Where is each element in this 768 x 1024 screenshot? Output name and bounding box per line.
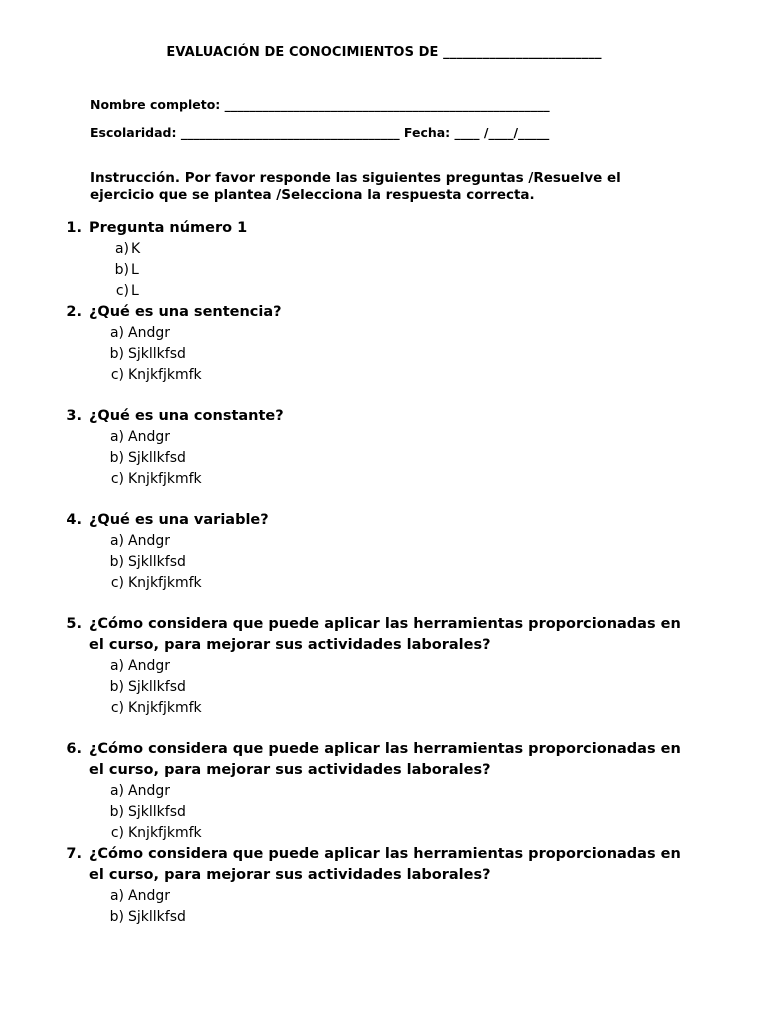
option-item xyxy=(0,552,768,573)
question-4 xyxy=(0,510,768,594)
option-item xyxy=(0,886,768,907)
option-text: Knjkfjkmfk xyxy=(128,825,202,841)
option-item xyxy=(0,365,768,386)
option-item xyxy=(0,260,768,281)
option-letter: b) xyxy=(109,450,124,466)
option-item xyxy=(0,907,768,928)
option-text: Sjkllkfsd xyxy=(128,909,186,925)
option-text: Knjkfjkmfk xyxy=(128,471,202,487)
question-list xyxy=(0,218,768,928)
escolaridad-fecha-field: Escolaridad: ___________________________________ Fecha: ____ /____/_____ xyxy=(90,125,550,140)
option-item xyxy=(0,281,768,302)
option-letter: c) xyxy=(110,575,124,591)
question-number: 2. xyxy=(66,304,82,320)
option-text: L xyxy=(131,283,139,299)
question-text: ¿Cómo considera que puede aplicar las herramientas proporcionadas en el curso, para mejorar sus actividades laborales? xyxy=(89,616,681,653)
option-text: Sjkllkfsd xyxy=(128,679,186,695)
option-letter: b) xyxy=(109,554,124,570)
question-number: 5. xyxy=(66,616,82,632)
option-letter: b) xyxy=(109,679,124,695)
option-item xyxy=(0,323,768,344)
question-2 xyxy=(0,302,768,386)
option-item xyxy=(0,427,768,448)
question-number: 6. xyxy=(66,741,82,757)
option-letter: a) xyxy=(109,658,124,674)
question-5 xyxy=(0,614,768,719)
option-text: Andgr xyxy=(128,533,170,549)
option-letter: b) xyxy=(109,804,124,820)
option-letter: c) xyxy=(110,825,124,841)
option-item xyxy=(0,573,768,594)
question-7 xyxy=(0,844,768,928)
question-number: 4. xyxy=(66,512,82,528)
option-letter: b) xyxy=(109,909,124,925)
question-text: ¿Cómo considera que puede aplicar las herramientas proporcionadas en el curso, para mejorar sus actividades laborales? xyxy=(89,741,681,778)
question-text: ¿Qué es una variable? xyxy=(89,512,269,528)
document-title: EVALUACIÓN DE CONOCIMIENTOS DE ________________________ xyxy=(166,45,602,60)
option-letter: b) xyxy=(109,346,124,362)
question-text: ¿Cómo considera que puede aplicar las herramientas proporcionadas en el curso, para mejorar sus actividades laborales? xyxy=(89,846,681,883)
option-text: Andgr xyxy=(128,429,170,445)
question-3 xyxy=(0,406,768,490)
option-text: Knjkfjkmfk xyxy=(128,367,202,383)
option-item xyxy=(0,239,768,260)
option-text: Sjkllkfsd xyxy=(128,346,186,362)
option-letter: b) xyxy=(114,262,129,278)
option-text: K xyxy=(131,241,141,257)
option-letter: a) xyxy=(109,888,124,904)
option-text: Andgr xyxy=(128,325,170,341)
option-text: Andgr xyxy=(128,783,170,799)
option-text: Andgr xyxy=(128,658,170,674)
option-text: Sjkllkfsd xyxy=(128,804,186,820)
option-letter: c) xyxy=(110,367,124,383)
option-item xyxy=(0,823,768,844)
option-text: Sjkllkfsd xyxy=(128,554,186,570)
option-item xyxy=(0,781,768,802)
option-letter: c) xyxy=(110,471,124,487)
option-letter: a) xyxy=(109,325,124,341)
instruction-text: Instrucción. Por favor responde las siguientes preguntas /Resuelve el ejercicio que se plantea /Selecciona la respuesta correcta. xyxy=(90,170,621,203)
option-letter: a) xyxy=(109,783,124,799)
option-item xyxy=(0,344,768,365)
question-6 xyxy=(0,739,768,844)
option-text: Andgr xyxy=(128,888,170,904)
option-text: Knjkfjkmfk xyxy=(128,575,202,591)
option-letter: a) xyxy=(109,429,124,445)
option-item xyxy=(0,448,768,469)
question-number: 7. xyxy=(66,846,82,862)
option-text: L xyxy=(131,262,139,278)
option-letter: c) xyxy=(110,700,124,716)
option-item xyxy=(0,656,768,677)
option-text: Sjkllkfsd xyxy=(128,450,186,466)
option-item xyxy=(0,677,768,698)
option-letter: a) xyxy=(109,533,124,549)
question-number: 3. xyxy=(66,408,82,424)
option-item xyxy=(0,698,768,719)
question-1 xyxy=(0,218,768,302)
option-letter: a) xyxy=(114,241,129,257)
question-text: Pregunta número 1 xyxy=(89,220,248,236)
option-text: Knjkfjkmfk xyxy=(128,700,202,716)
nombre-completo-field: Nombre completo: ____________________________________________________ xyxy=(90,97,550,112)
option-item xyxy=(0,531,768,552)
question-number: 1. xyxy=(66,220,82,236)
option-item xyxy=(0,469,768,490)
option-item xyxy=(0,802,768,823)
question-text: ¿Qué es una sentencia? xyxy=(89,304,282,320)
question-text: ¿Qué es una constante? xyxy=(89,408,284,424)
option-letter: c) xyxy=(115,283,129,299)
